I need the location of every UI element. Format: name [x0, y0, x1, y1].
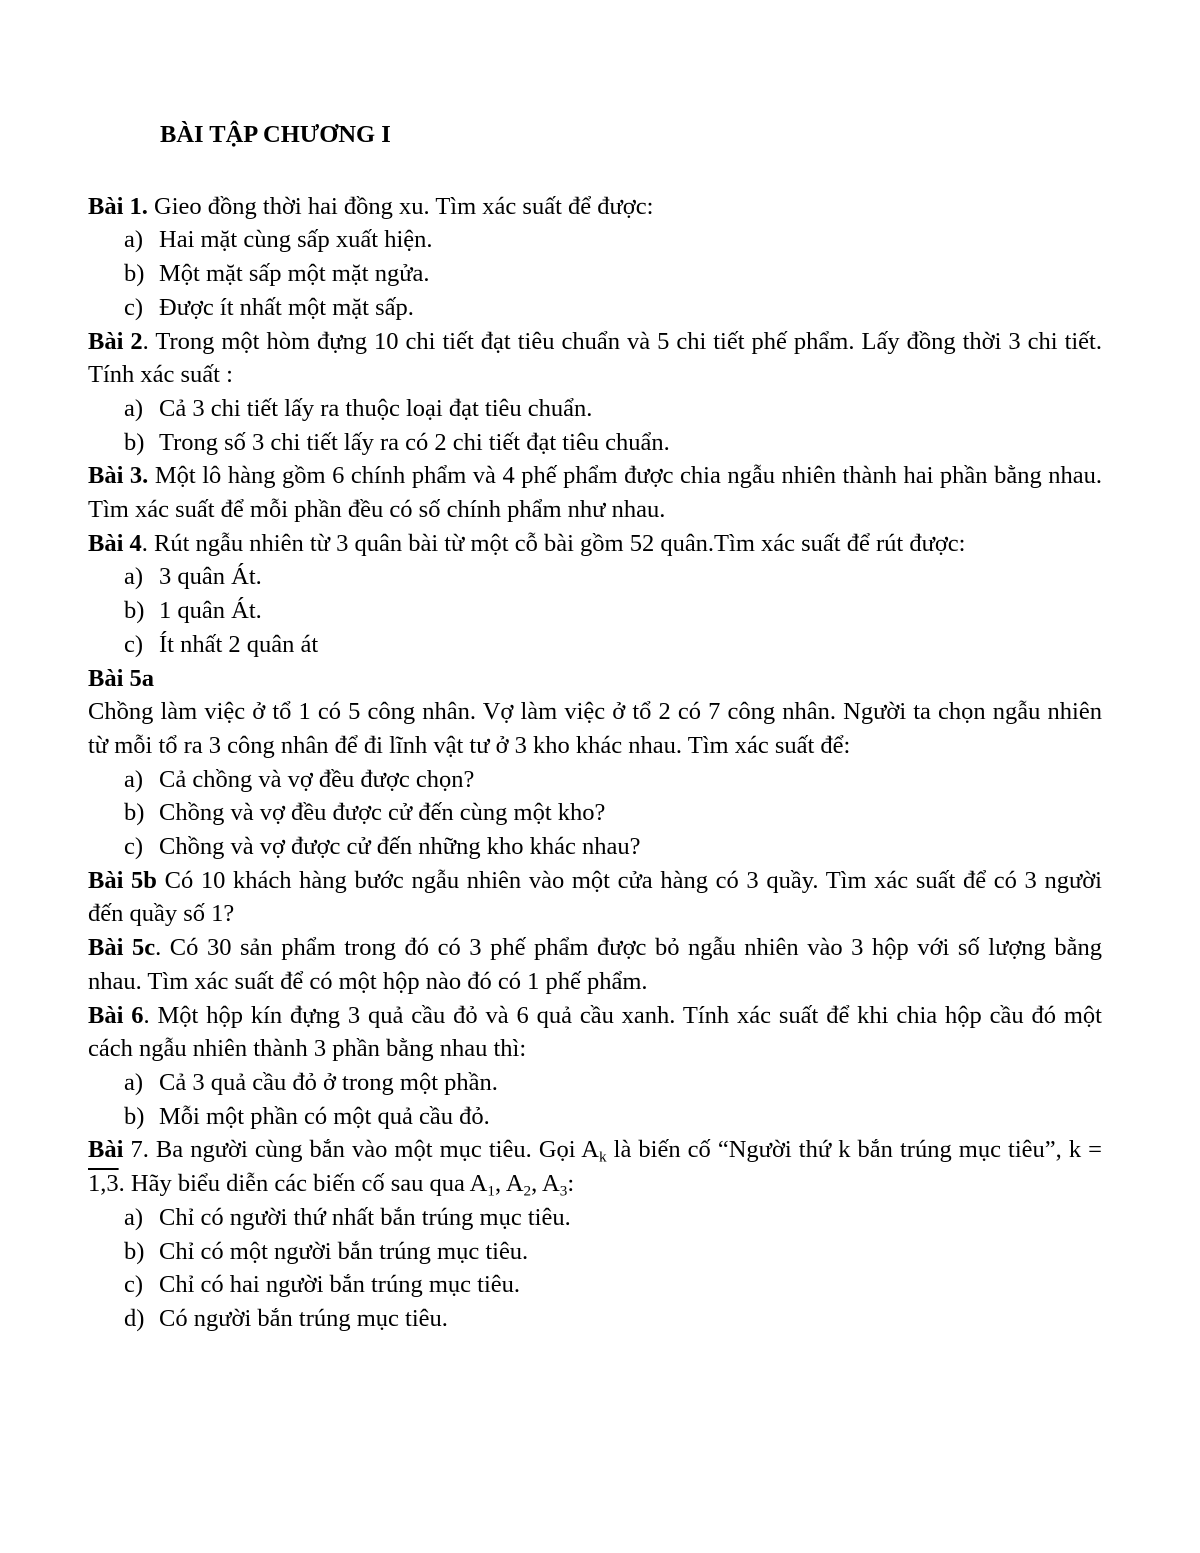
subscript: 2: [523, 1182, 532, 1200]
exercise-label: Bài: [88, 1136, 124, 1164]
item-text: Chỉ có hai người bắn trúng mục tiêu.: [159, 1271, 521, 1299]
item-marker: c): [124, 1271, 144, 1299]
list-item: [88, 1268, 1102, 1302]
list-item: [88, 1066, 1102, 1100]
item-marker: b): [124, 260, 145, 288]
exercise-text: . Trong một hòm đựng 10 chi tiết đạt tiêu chuẩn và 5 chi tiết phế phẩm. Lấy đồng thời 3 chi tiết. Tính xác suất :: [88, 327, 1102, 389]
exercise-text: Một lô hàng gồm 6 chính phẩm và 4 phế phẩm được chia ngẫu nhiên thành hai phần bằng nhau. Tìm xác suất để mỗi phần đều có số chính phẩm như nhau.: [88, 462, 1102, 524]
exercise-text: . Một hộp kín đựng 3 quả cầu đỏ và 6 quả cầu xanh. Tính xác suất để khi chia hộp cầu đó một cách ngẫu nhiên thành 3 phần bằng nhau thì:: [88, 1001, 1102, 1063]
list-item: [88, 560, 1102, 594]
exercise-text: . Hãy biểu diễn các biến cố sau qua A: [118, 1170, 488, 1198]
exercise-label: Bài 3.: [88, 462, 149, 490]
exercise-label: Bài 5a: [88, 664, 155, 692]
item-marker: b): [124, 428, 145, 456]
exercise-5a-heading: [88, 662, 1102, 696]
exercise-6-items: [88, 1066, 1102, 1133]
exercise-5a-items: [88, 763, 1102, 864]
exercise-5b: [88, 864, 1102, 931]
exercise-6: [88, 999, 1102, 1066]
exercise-5c: [88, 931, 1102, 998]
item-text: Cả 3 chi tiết lấy ra thuộc loại đạt tiêu chuẩn.: [159, 394, 593, 422]
item-text: Chỉ có người thứ nhất bắn trúng mục tiêu.: [159, 1203, 571, 1231]
exercise-7-items: [88, 1201, 1102, 1336]
exercise-2: [88, 325, 1102, 392]
subscript: 1: [487, 1182, 495, 1200]
exercise-text: . Có 30 sản phẩm trong đó có 3 phế phẩm được bỏ ngẫu nhiên vào 3 hộp với số lượng bằng nhau. Tìm xác suất để có một hộp nào đó có 1 phế phẩm.: [88, 934, 1102, 995]
item-marker: c): [124, 833, 144, 861]
item-marker: b): [124, 597, 145, 625]
exercise-4: [88, 527, 1102, 561]
exercise-label: Bài 1.: [88, 192, 148, 220]
item-marker: b): [124, 1237, 145, 1265]
item-text: Chỉ có một người bắn trúng mục tiêu.: [159, 1237, 529, 1265]
exercise-1: [88, 190, 1102, 224]
item-text: Ít nhất 2 quân át: [159, 630, 319, 658]
item-text: Một mặt sấp một mặt ngửa.: [159, 260, 430, 288]
list-item: [88, 763, 1102, 797]
list-item: [88, 257, 1102, 291]
item-text: 3 quân Át.: [159, 563, 262, 591]
item-text: Mỗi một phần có một quả cầu đỏ.: [159, 1102, 490, 1130]
item-text: Chồng và vợ được cử đến những kho khác nhau?: [159, 833, 641, 861]
list-item: [88, 392, 1102, 426]
exercise-text: . Rút ngẫu nhiên từ 3 quân bài từ một cỗ bài gồm 52 quân.Tìm xác suất để rút được:: [141, 529, 966, 557]
item-marker: a): [124, 226, 144, 254]
exercise-label: Bài 5c: [88, 934, 156, 962]
item-marker: b): [124, 799, 145, 827]
exercise-label: Bài 6: [88, 1001, 144, 1029]
exercise-text: Gieo đồng thời hai đồng xu. Tìm xác suất để được:: [147, 192, 654, 220]
item-text: Được ít nhất một mặt sấp.: [159, 293, 414, 321]
item-text: Có người bắn trúng mục tiêu.: [159, 1304, 448, 1332]
exercise-2-items: [88, 392, 1102, 459]
item-text: Hai mặt cùng sấp xuất hiện.: [159, 226, 433, 254]
list-item: [88, 1235, 1102, 1269]
exercise-text: Chồng làm việc ở tổ 1 có 5 công nhân. Vợ làm việc ở tổ 2 có 7 công nhân. Người ta chọn ngẫu nhiên từ mỗi tổ ra 3 công nhân để đi lĩnh vật tư ở 3 kho khác nhau. Tìm xác suất để:: [88, 698, 1102, 759]
list-item: [88, 796, 1102, 830]
list-item: [88, 628, 1102, 662]
item-marker: a): [124, 1068, 144, 1096]
exercise-text: 7. Ba người cùng bắn vào một mục tiêu. Gọi A: [123, 1136, 599, 1164]
exercise-label: Bài 4: [88, 529, 142, 557]
exercise-5a: [88, 695, 1102, 762]
item-marker: d): [124, 1304, 145, 1332]
item-marker: c): [124, 630, 144, 658]
list-item: [88, 1201, 1102, 1235]
item-marker: b): [124, 1102, 145, 1130]
exercise-text: :: [567, 1170, 575, 1198]
item-marker: a): [124, 765, 144, 793]
exercise-text: , A: [531, 1170, 560, 1198]
page-title: BÀI TẬP CHƯƠNG I: [160, 121, 391, 148]
list-item: [88, 223, 1102, 257]
exercise-text: , A: [494, 1170, 524, 1198]
exercise-text: Có 10 khách hàng bước ngẫu nhiên vào một cửa hàng có 3 quầy. Tìm xác suất để có 3 người đến quầy số 1?: [88, 866, 1102, 928]
subscript: 3: [559, 1182, 568, 1200]
item-text: 1 quân Át.: [159, 597, 262, 625]
item-text: Cả chồng và vợ đều được chọn?: [159, 765, 475, 793]
exercise-label: Bài 2: [88, 327, 143, 355]
item-marker: a): [124, 563, 144, 591]
exercise-text: là biến cố “Người thứ k bắn trúng mục tiêu”, k =: [606, 1136, 1102, 1164]
list-item: [88, 426, 1102, 460]
list-item: [88, 594, 1102, 628]
item-text: Chồng và vợ đều được cử đến cùng một kho?: [159, 799, 606, 827]
index-range: 1,3: [88, 1170, 119, 1198]
exercise-1-items: [88, 223, 1102, 324]
exercise-7: [88, 1133, 1102, 1200]
exercise-label: Bài 5b: [88, 866, 157, 894]
list-item: [88, 1100, 1102, 1134]
subscript: k: [598, 1148, 607, 1166]
item-text: Cả 3 quả cầu đỏ ở trong một phần.: [159, 1068, 498, 1096]
exercise-3: [88, 459, 1102, 526]
item-text: Trong số 3 chi tiết lấy ra có 2 chi tiết đạt tiêu chuẩn.: [159, 428, 670, 456]
exercise-4-items: [88, 560, 1102, 661]
item-marker: a): [124, 394, 144, 422]
list-item: [88, 1302, 1102, 1336]
item-marker: a): [124, 1203, 144, 1231]
list-item: [88, 830, 1102, 864]
item-marker: c): [124, 293, 144, 321]
list-item: [88, 291, 1102, 325]
